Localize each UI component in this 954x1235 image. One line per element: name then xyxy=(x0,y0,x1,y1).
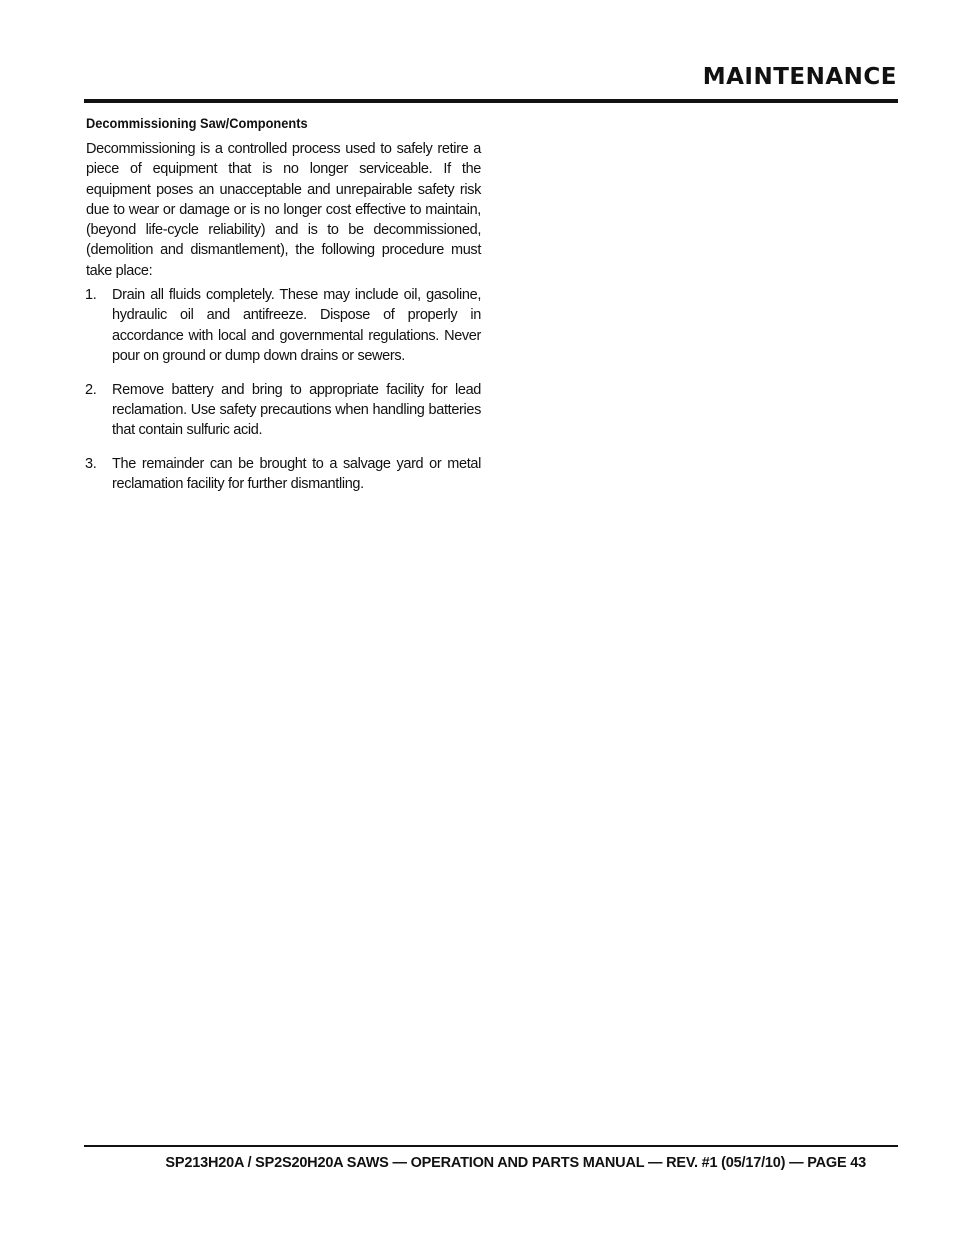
list-item xyxy=(86,285,481,366)
procedure-list xyxy=(86,285,481,495)
step-text: Drain all fluids completely. These may include oil, gasoline, hydraulic oil and antifreeze. Dispose of properly in accordance with local and governmental regulations. Never pour on ground or dump down drains or sewers. xyxy=(112,287,481,364)
list-item xyxy=(86,380,481,441)
header-divider xyxy=(84,99,898,103)
step-text: Remove battery and bring to appropriate facility for lead reclamation. Use safety precautions when handling batteries that contain sulfuric acid. xyxy=(112,381,481,439)
intro-paragraph: Decommissioning is a controlled process used to safely retire a piece of equipment that is no longer serviceable. If the equipment poses an unacceptable and unrepairable safety risk due to wear or damage or is no longer cost effective to maintain, (beyond life-cycle reliability) and is to be decommissioned, (demolition and dismantlement), the following procedure must take place: xyxy=(86,141,481,279)
step-number: 1. xyxy=(85,287,97,304)
footer-text: SP213H20A / SP2S20H20A SAWS — OPERATION AND PARTS MANUAL — REV. #1 (05/17/10) — PAGE 43 xyxy=(165,1155,866,1171)
main-content xyxy=(86,115,481,508)
section-heading: Decommissioning Saw/Components xyxy=(86,116,308,131)
step-number: 3. xyxy=(85,456,97,473)
page-title: MAINTENANCE xyxy=(702,64,897,90)
list-item xyxy=(86,454,481,495)
footer-divider xyxy=(84,1145,898,1147)
step-text: The remainder can be brought to a salvage yard or metal reclamation facility for further dismantling. xyxy=(112,456,481,493)
step-number: 2. xyxy=(85,381,97,398)
